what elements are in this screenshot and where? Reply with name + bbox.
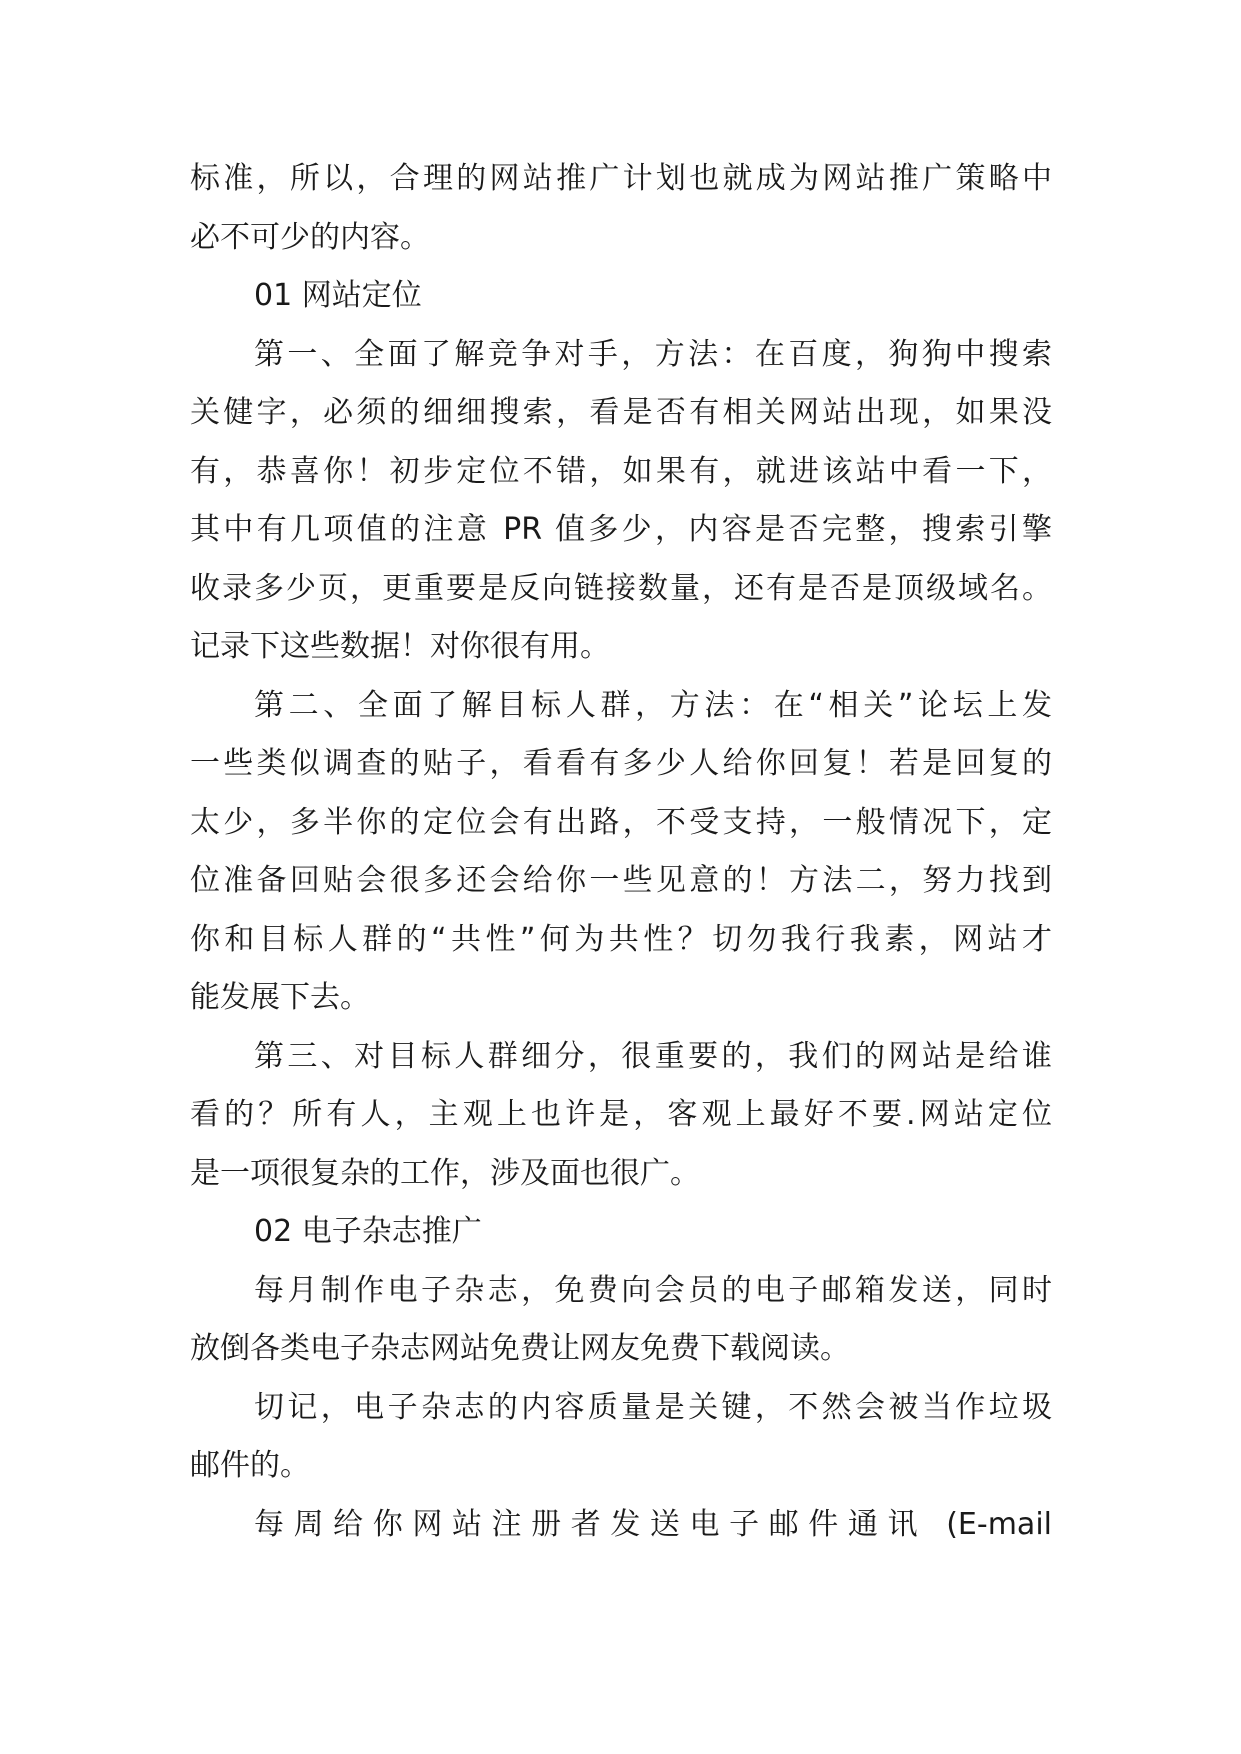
text-line: 第二、全面了解目标人群，方法：在“相关”论坛上发 — [254, 687, 1052, 723]
text-line: 看的？所有人，主观上也许是，客观上最好不要.网站定位 — [190, 1097, 1052, 1132]
text-line: 每周给你网站注册者发送电子邮件通讯 (E-mail — [254, 1506, 1052, 1542]
text-line: 太少，多半你的定位会有出路，不受支持，一般情况下，定 — [190, 804, 1052, 840]
text-line: 有，恭喜你！初步定位不错，如果有，就进该站中看一下， — [190, 453, 1052, 489]
text-line: 一些类似调查的贴子，看看有多少人给你回复！若是回复的 — [190, 746, 1052, 781]
text-line: 每月制作电子杂志，免费向会员的电子邮箱发送，同时 — [254, 1272, 1052, 1308]
text-line: 第三、对目标人群细分，很重要的，我们的网站是给谁 — [254, 1038, 1052, 1074]
text-line: 02 电子杂志推广 — [254, 1214, 482, 1249]
text-line: 你和目标人群的“共性”何为共性？切勿我行我素，网站才 — [190, 921, 1052, 957]
text-line: 位准备回贴会很多还会给你一些见意的！方法二，努力找到 — [190, 863, 1052, 898]
document-body — [190, 150, 1052, 1554]
text-line: 第一、全面了解竞争对手，方法：在百度，狗狗中搜索 — [254, 336, 1052, 372]
text-line: 能发展下去。 — [190, 980, 370, 1015]
text-line: 标准，所以，合理的网站推广计划也就成为网站推广策略中 — [190, 161, 1052, 196]
text-line: 记录下这些数据！对你很有用。 — [190, 629, 610, 664]
text-line: 其中有几项值的注意 PR 值多少，内容是否完整，搜索引擎 — [190, 512, 1052, 547]
text-line: 切记，电子杂志的内容质量是关键，不然会被当作垃圾 — [254, 1389, 1052, 1425]
text-line: 是一项很复杂的工作，涉及面也很广。 — [190, 1155, 700, 1191]
text-line: 收录多少页，更重要是反向链接数量，还有是否是顶级域名。 — [190, 570, 1052, 606]
text-line: 关健字，必须的细细搜索，看是否有相关网站出现，如果没 — [190, 395, 1052, 430]
text-line: 必不可少的内容。 — [190, 219, 430, 255]
text-line: 邮件的。 — [190, 1448, 310, 1483]
text-line: 01 网站定位 — [254, 278, 422, 313]
text-line: 放倒各类电子杂志网站免费让网友免费下载阅读。 — [190, 1331, 850, 1366]
